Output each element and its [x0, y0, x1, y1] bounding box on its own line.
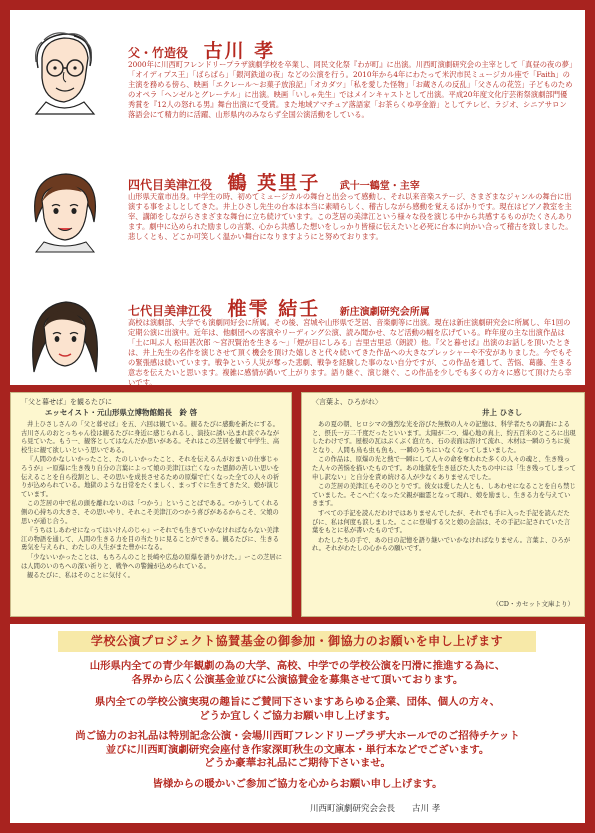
essay-byline: 井上 ひさし [482, 408, 523, 417]
appeal-paragraph-purpose [10, 660, 585, 687]
actor-affiliation: 武十一鶴堂・主宰 [339, 181, 420, 192]
essay-paragraph: この作品は、原爆の光と熱で一瞬にして人々の命を奪われた多くの人々の魂と、生き残った人々の苦悩を描いたものです。あの地獄を生き延びた人たちの中には「生き残ってしまって申し訳ない」と自分を責め続ける人が少なくありませんでした。 [312, 456, 576, 481]
source-note: （CD・カセット文庫より） [492, 600, 574, 608]
signature: 川西町演劇研究会会長 古川 孝 [310, 804, 441, 814]
essay-body [312, 421, 576, 596]
shiizuku-role-line [128, 294, 430, 321]
essay-byline: エッセイスト・元山形県立博物館館長 鈴 啓 [45, 408, 198, 417]
appeal-line: どうか豪華お礼品にご期待下さいませ。 [204, 757, 391, 769]
tsuru-role-line [128, 168, 420, 195]
tsuru-portrait-illustration [24, 166, 106, 252]
actor-name: 鶴 英里子 [227, 172, 321, 194]
role-label: 七代目美津江役 [128, 304, 213, 318]
appeal-line: 山形県内全ての青少年観劇の為の大学、高校、中学での学校公演を円滑に推進する為に、 [89, 660, 506, 672]
furukawa-portrait-illustration [24, 28, 106, 114]
appeal-line: 県内全ての学校公演実現の趣旨にご賛同下さいますあらゆる企業、団体、個人の方々、 [94, 696, 501, 708]
actor-affiliation: 新庄演劇研究会所属 [339, 307, 430, 318]
essay-paragraph: 『うちはしあわせになってはいけんのじゃ』ーそれでも生きていかなければならない美津江の物語を通して、人間の生きる力を目の当たりに見ることができる。観るたびに、生きる勇気を与えられ、わたしの人生がまた豊かになる。 [21, 527, 280, 552]
cast-panel [10, 10, 585, 385]
essay-title: 〈言葉よ、ひろがれ〉 [312, 398, 382, 406]
appeal-paragraph-gifts [10, 730, 585, 771]
essay-paragraph: この芝居の中で私の頭を離れないのは「つかう」ということばである。つかうしてくれる側の心持ちの大きさ、その思いやり、それこそ美津江のつかう喜びがあるからこそ、父娘の思いが通じ合う。 [21, 500, 279, 525]
essay-title: 「父と暮せば」を観るたびに [21, 398, 112, 406]
sponsorship-appeal-panel [10, 624, 585, 823]
appeal-line: 各界から広く公演基金並びに公演協賛金を募集させて頂いております。 [131, 673, 464, 686]
appeal-line: 並びに川西町演劇研究会座付き作家深町秋生の文庫本・単行本などでございます。 [105, 743, 490, 756]
actor-biography: 山形県天童市出身。中学生の時、初めてミュージカルの舞台と出会って感動し、それ以来音楽ステージ、さまざまなジャンルの舞台に出演する事をよしとしてきた。井上ひさし先生の台本は本当に素晴らしく、稽古しながら感動を覚えるばかりです。現在はピアノ教室を主宰、講師をしながらさまざまな舞台に立ち続けています。この芝居の美津江という様々な役を演じる中から共感するものがたくさんあります。劇中に込められた励ましの言葉、心から共感した想いをしっかり皆様に伝えたいと必死に台本に向かい合って稽古を致しました。悲しくとも、どこか可笑しく温かい舞台になりますようにと努めております。 [128, 192, 573, 241]
appeal-paragraph-request [10, 696, 585, 723]
essay-paragraph: すべての手記を読んだわけではありませんでしたが、それでも手に入った手記を読んだたびに、私は何度も涙しました。ここに登場する父と娘の会話は、その手記に記されていた言葉をもとに私が書いたものです。 [312, 509, 571, 535]
actor-biography: 2000年に川西町フレンドリープラザ演劇学校を卒業し、同民文化祭『わが町』に出演。川西町演劇研究会の主宰として「真昼の夜の夢」「オイディプス王」「ばらばら」「銀河鉄道の夜」などの公演を行う。2010年から4年にわたって米沢市民ミュージカル座で「Faith」の主演を務める傍ら、映画「エクレール～お菓子放浪記」「オカダツ」「私を愛した怪物」「お蔵さんの反乱」「父さんの花笠」子どものためのオペラ「ヘンゼルとグレーテル」に出演。映画「いしゃ先生」ではメインキャストとして出演。平成20年度文化庁芸術祭演劇部門優秀賞を『12人の怒れる男』舞台出演にて受賞。また地域アマチュア落語家「お茶らくゆ亭金游」としてテレビ、ラジオ、シニアサロン落語会にて精力的に活躍、山形県内のみならず全国公演活動をしている。 [128, 60, 573, 119]
appeal-line: 尚ご協力のお礼品は特別記念公演・会場川西町フレンドリープラザ大ホールでのご招待チケット [75, 730, 520, 742]
essay-right-panel [301, 392, 585, 617]
essay-paragraph: 観るたびに、私はそのことに気付く。 [27, 572, 134, 580]
actor-name: 古川 孝 [203, 40, 276, 62]
shiizuku-portrait-illustration [24, 292, 106, 378]
role-label: 父・竹造役 [128, 46, 189, 60]
role-label: 四代目美津江役 [128, 178, 213, 192]
appeal-line: どうか宜しくご協力お願い申し上げます。 [199, 709, 396, 722]
furukawa-role-line [128, 36, 275, 63]
essay-paragraph: わたしたちの手で、あの日の記憶を語り継いでいかなければなりません。言葉よ、ひろがれ。それがわたしの心からの願いです。 [312, 536, 571, 553]
appeal-paragraph-closing [10, 778, 585, 792]
essay-paragraph: 『人間のかなしいかったこと、たのしいかったこと、それを伝えるんがおまいの仕事じゃろうが』ー原爆に生き残り自分の言葉によって娘の美津江は亡くなった恩師の苦しい思いを伝えることを自ら役割とし、その思いを成長させるための原爆で亡くなった全ての人々の祈りが込められている。地獄のような日常をたくましく、まっすぐに生きてきた父、娘が演じています。 [21, 456, 280, 498]
essay-paragraph: この芝居の美津江もそのひとりです。彼女は愛した人とも、しあわせになることを自ら禁じていました。そこへ亡くなった父親が幽霊となって現れ、娘を励まし、生きる力を与えていきます。 [312, 483, 576, 508]
cast-member-furukawa [10, 10, 585, 140]
essay-paragraph: 井上ひさしさんの「父と暮せば」を五、六回は観ている。観るたびに感動を新たにする。古川さんのおとっちゃん役は観るたびに身近に感じられるし、演技に誘い込まれ涙ぐみながら見ていた。もう一、観客としてはなんだか思いがある。それはこの芝居を観て中学生、高校生に観て欲しいという思いである。 [21, 421, 280, 454]
essay-paragraph: あの夏の朝、ヒロシマの強烈な光を浴びた無数の人々の記憶は、科学者たちの調査によると、摂氏一万二千度だったといいます。太陽が二つ、爆心地の真上、約五百米のところに出現したわけです。屋根の瓦はぶくぶく泡立ち、石の表面は溶けて流れ、木材は一瞬のうちに炭となり、人間も鳥も虫も魚も、一瞬のうちにいなくなってしまいました。 [312, 421, 576, 454]
appeal-line: 皆様からの暖かいご参加ご協力を心からお願い申し上げます。 [152, 778, 443, 790]
essay-paragraph: 「少ないいかったことは、もちろんのこと長崎や広島の原爆を語りかけた。」ーこの芝居には人間のいのちへの深い祈りと、戦争への警鐘が込められている。 [21, 553, 283, 570]
essay-body [21, 421, 283, 608]
cast-member-shiizuku [10, 276, 585, 385]
actor-name: 椎雫 結壬 [227, 298, 321, 320]
essay-left-panel [10, 392, 292, 617]
cast-member-tsuru [10, 148, 585, 268]
appeal-banner: 学校公演プロジェクト協賛基金の御参加・御協力のお願いを申し上げます [58, 631, 536, 652]
actor-biography: 高校は演劇部、大学でも演劇同好会に所属。その後、宮城や山形県で芝居、音楽劇等に出演。現在は新庄演劇研究会に所属し、年1回の定期公演に出演中。近年は、他劇団への客演やリーディング公演、読み聞かせ、など活動の幅を広げている。昨年度の主な出演作品は「土に叫ぶ人 松田甚次郎 ～宮沢賢治を生きる～」「煙が目にしみる」吉里吉里忌（朗読）他。『父と暮せば』出演のお話しを頂いたときは、井上先生の名作を演じさせて頂く機会を頂けた嬉しさと代々続いてきた作品への大きなプレッシャーや不安がありました。今でもその緊張感は続いています。戦争という人災が奪った悲劇、戦争を経験した事のない自分ですが、この作品を通して、苦悩、葛藤、生きる意志を伝えたいと思います。複雑に感情が渦いて上がります。語り継ぐ、演じ継ぐ、この作品を少しでも多くの方々に感じて頂けたら幸いです。 [128, 318, 573, 387]
